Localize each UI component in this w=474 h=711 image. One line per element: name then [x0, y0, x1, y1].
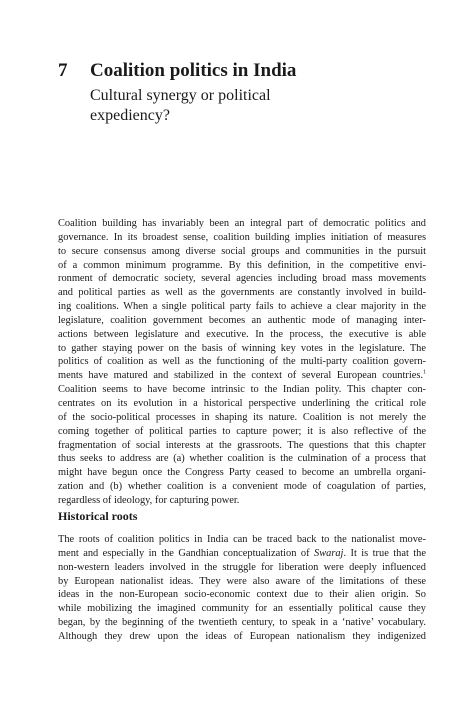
chapter-number: 7 [58, 60, 68, 81]
text-segment: ments have matured and stabilized in the context of several European countries. [58, 370, 423, 382]
paragraph-intro [58, 217, 426, 508]
text-line: The roots of coalition politics in India can be traced back to the nationalist move- [58, 534, 426, 545]
chapter-title-row [58, 60, 438, 82]
text-segment: ment and especially in the Gandhian conceptualization of [58, 547, 314, 559]
text-line: zation and (b) whether coalition is a convenient mode of coagulation of parties, [58, 481, 426, 493]
paragraph-historical-roots [58, 533, 426, 644]
text-line: ronment of democratic society, several agencies including broad mass movements [58, 273, 426, 285]
text-line: and political parties as well as the governments are constantly involved in build- [58, 287, 426, 299]
text-line: to gather staying power on the basis of winning key votes in the legislature. The [58, 342, 426, 354]
chapter-header [58, 60, 438, 126]
text-line: thus seeks to address are (a) whether coalition is the culmination of a process that [58, 453, 426, 465]
text-line-with-footnote [58, 369, 426, 383]
text-line: of a common minimum programme. By this definition, in the competitive envi- [58, 259, 426, 271]
text-line: might have begun once the Congress Party ceased to become an umbrella organi- [58, 467, 426, 479]
text-line: ideas in the non-European socio-economic context due to their alien origin. So [58, 589, 426, 601]
text-segment: . It is true that the [343, 547, 426, 559]
text-line: centrates on its evolution in a historical perspective underlining the critical role [58, 397, 426, 409]
text-line: politics of coalition as well as the functioning of the multi-party coalition govern- [58, 356, 426, 368]
text-line: began, by the beginning of the twentieth century, to speak in a ‘native’ vocabulary. [58, 617, 426, 629]
text-line: Coalition seems to have become intrinsic to the Indian polity. This chapter con- [58, 384, 426, 396]
text-line-with-italic [58, 547, 426, 561]
text-line: regardless of ideology, for capturing power. [58, 494, 240, 506]
text-line: fragmentation of social interests at the grassroots. The questions that this chapter [58, 439, 426, 451]
text-line: Although they drew upon the ideas of European nationalism they indigenized [58, 630, 426, 642]
chapter-subtitle: Cultural synergy or political expediency? [90, 87, 271, 124]
text-line: governance. In its broadest sense, coalition building implies initiation of measures [58, 231, 426, 243]
chapter-title: Coalition politics in India [90, 60, 297, 81]
text-line: while mobilizing the imagined community for an essentially political cause they [58, 603, 426, 615]
text-line: by European nationalist ideas. They were also aware of the limitations of these [58, 575, 426, 587]
text-line: of the socio-political processes in shaping its nature. Coalition is not merely the [58, 411, 426, 423]
text-line: legislature, coalition government becomes an authentic mode of managing inter- [58, 314, 426, 326]
text-line: ing coalitions. When a single political party fails to achieve a clear majority in the [58, 301, 426, 313]
footnote-marker[interactable]: 1 [423, 369, 426, 376]
text-line: coming together of political parties to capture power; it is also reflective of the [58, 425, 426, 437]
text-line: actions between legislature and executive. In the process, the executive is able [58, 328, 426, 340]
text-line: to secure consensus among diverse social groups and communities in the pursuit [58, 245, 426, 257]
text-line: non-western leaders involved in the struggle for liberation were deeply influenced [58, 561, 426, 573]
italic-term: Swaraj [314, 547, 344, 559]
section-heading: Historical roots [58, 509, 138, 523]
text-line: Coalition building has invariably been an integral part of democratic politics and [58, 218, 426, 229]
